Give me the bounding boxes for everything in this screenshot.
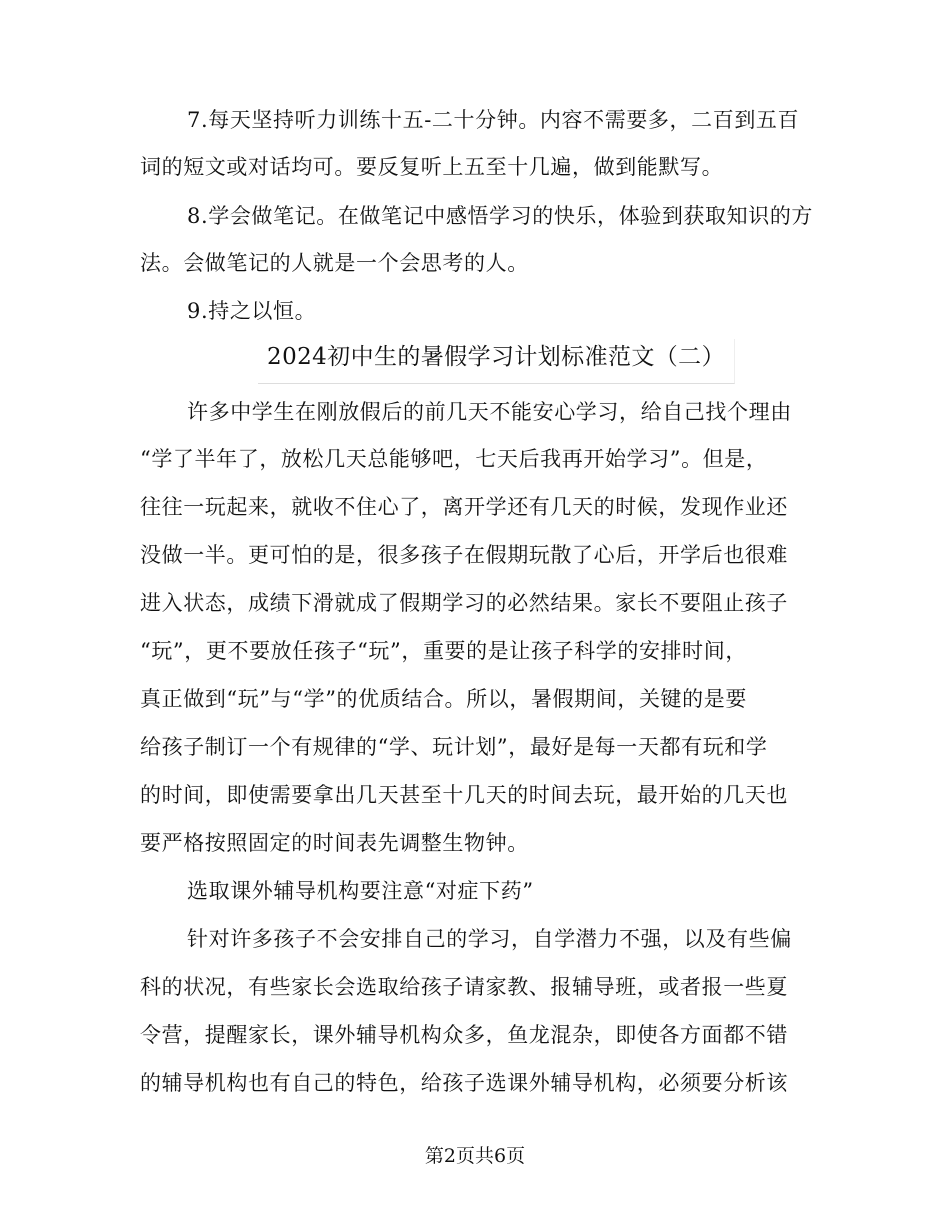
body-line: 真正做到“玩”与“学”的优质结合。所以，暑假期间，关键的是要 xyxy=(140,687,747,711)
body-line: 针对许多孩子不会安排自己的学习，自学潜力不强，以及有些偏 xyxy=(187,927,792,951)
body-line: 的时间，即使需要拿出几天甚至十几天的时间去玩，最开始的几天也 xyxy=(140,783,788,807)
body-line: 许多中学生在刚放假后的前几天不能安心学习，给自己找个理由 xyxy=(187,400,792,424)
body-line: 令营，提醒家长，课外辅导机构众多，鱼龙混杂，即使各方面都不错 xyxy=(140,1023,788,1047)
body-line: 科的状况，有些家长会选取给孩子请家教、报辅导班，或者报一些夏 xyxy=(140,975,788,999)
item-9-line-1: 9.持之以恒。 xyxy=(187,299,317,323)
body-line: 往往一玩起来，就收不住心了，离开学还有几天的时候，发现作业还 xyxy=(140,495,788,519)
subheading: 选取课外辅导机构要注意“对症下药” xyxy=(187,879,534,903)
item-8-line-2: 法。会做笔记的人就是一个会思考的人。 xyxy=(140,251,529,275)
body-line: “玩”，更不要放任孩子“玩”，重要的是让孩子科学的安排时间， xyxy=(140,639,747,663)
body-line: 没做一半。更可怕的是，很多孩子在假期玩散了心后，开学后也很难 xyxy=(140,543,788,567)
item-7-line-2: 词的短文或对话均可。要反复听上五至十几遍，做到能默写。 xyxy=(140,155,724,179)
body-line: 的辅导机构也有自己的特色，给孩子选课外辅导机构，必须要分析该 xyxy=(140,1071,788,1095)
body-line: 进入状态，成绩下滑就成了假期学习的必然结果。家长不要阻止孩子 xyxy=(140,591,788,615)
item-8-line-1: 8.学会做笔记。在做笔记中感悟学习的快乐，体验到获取知识的方 xyxy=(187,204,814,228)
body-line: 要严格按照固定的时间表先调整生物钟。 xyxy=(140,831,529,855)
section-title: 2024初中生的暑假学习计划标准范文（二） xyxy=(267,344,725,370)
body-line: “学了半年了，放松几天总能够吧，七天后我再开始学习”。但是， xyxy=(140,447,768,471)
body-line: 给孩子制订一个有规律的“学、玩计划”，最好是每一天都有玩和学 xyxy=(140,735,768,759)
page-footer: 第2页共6页 xyxy=(424,1145,526,1167)
item-7-line-1: 7.每天坚持听力训练十五-二十分钟。内容不需要多，二百到五百 xyxy=(187,108,800,132)
